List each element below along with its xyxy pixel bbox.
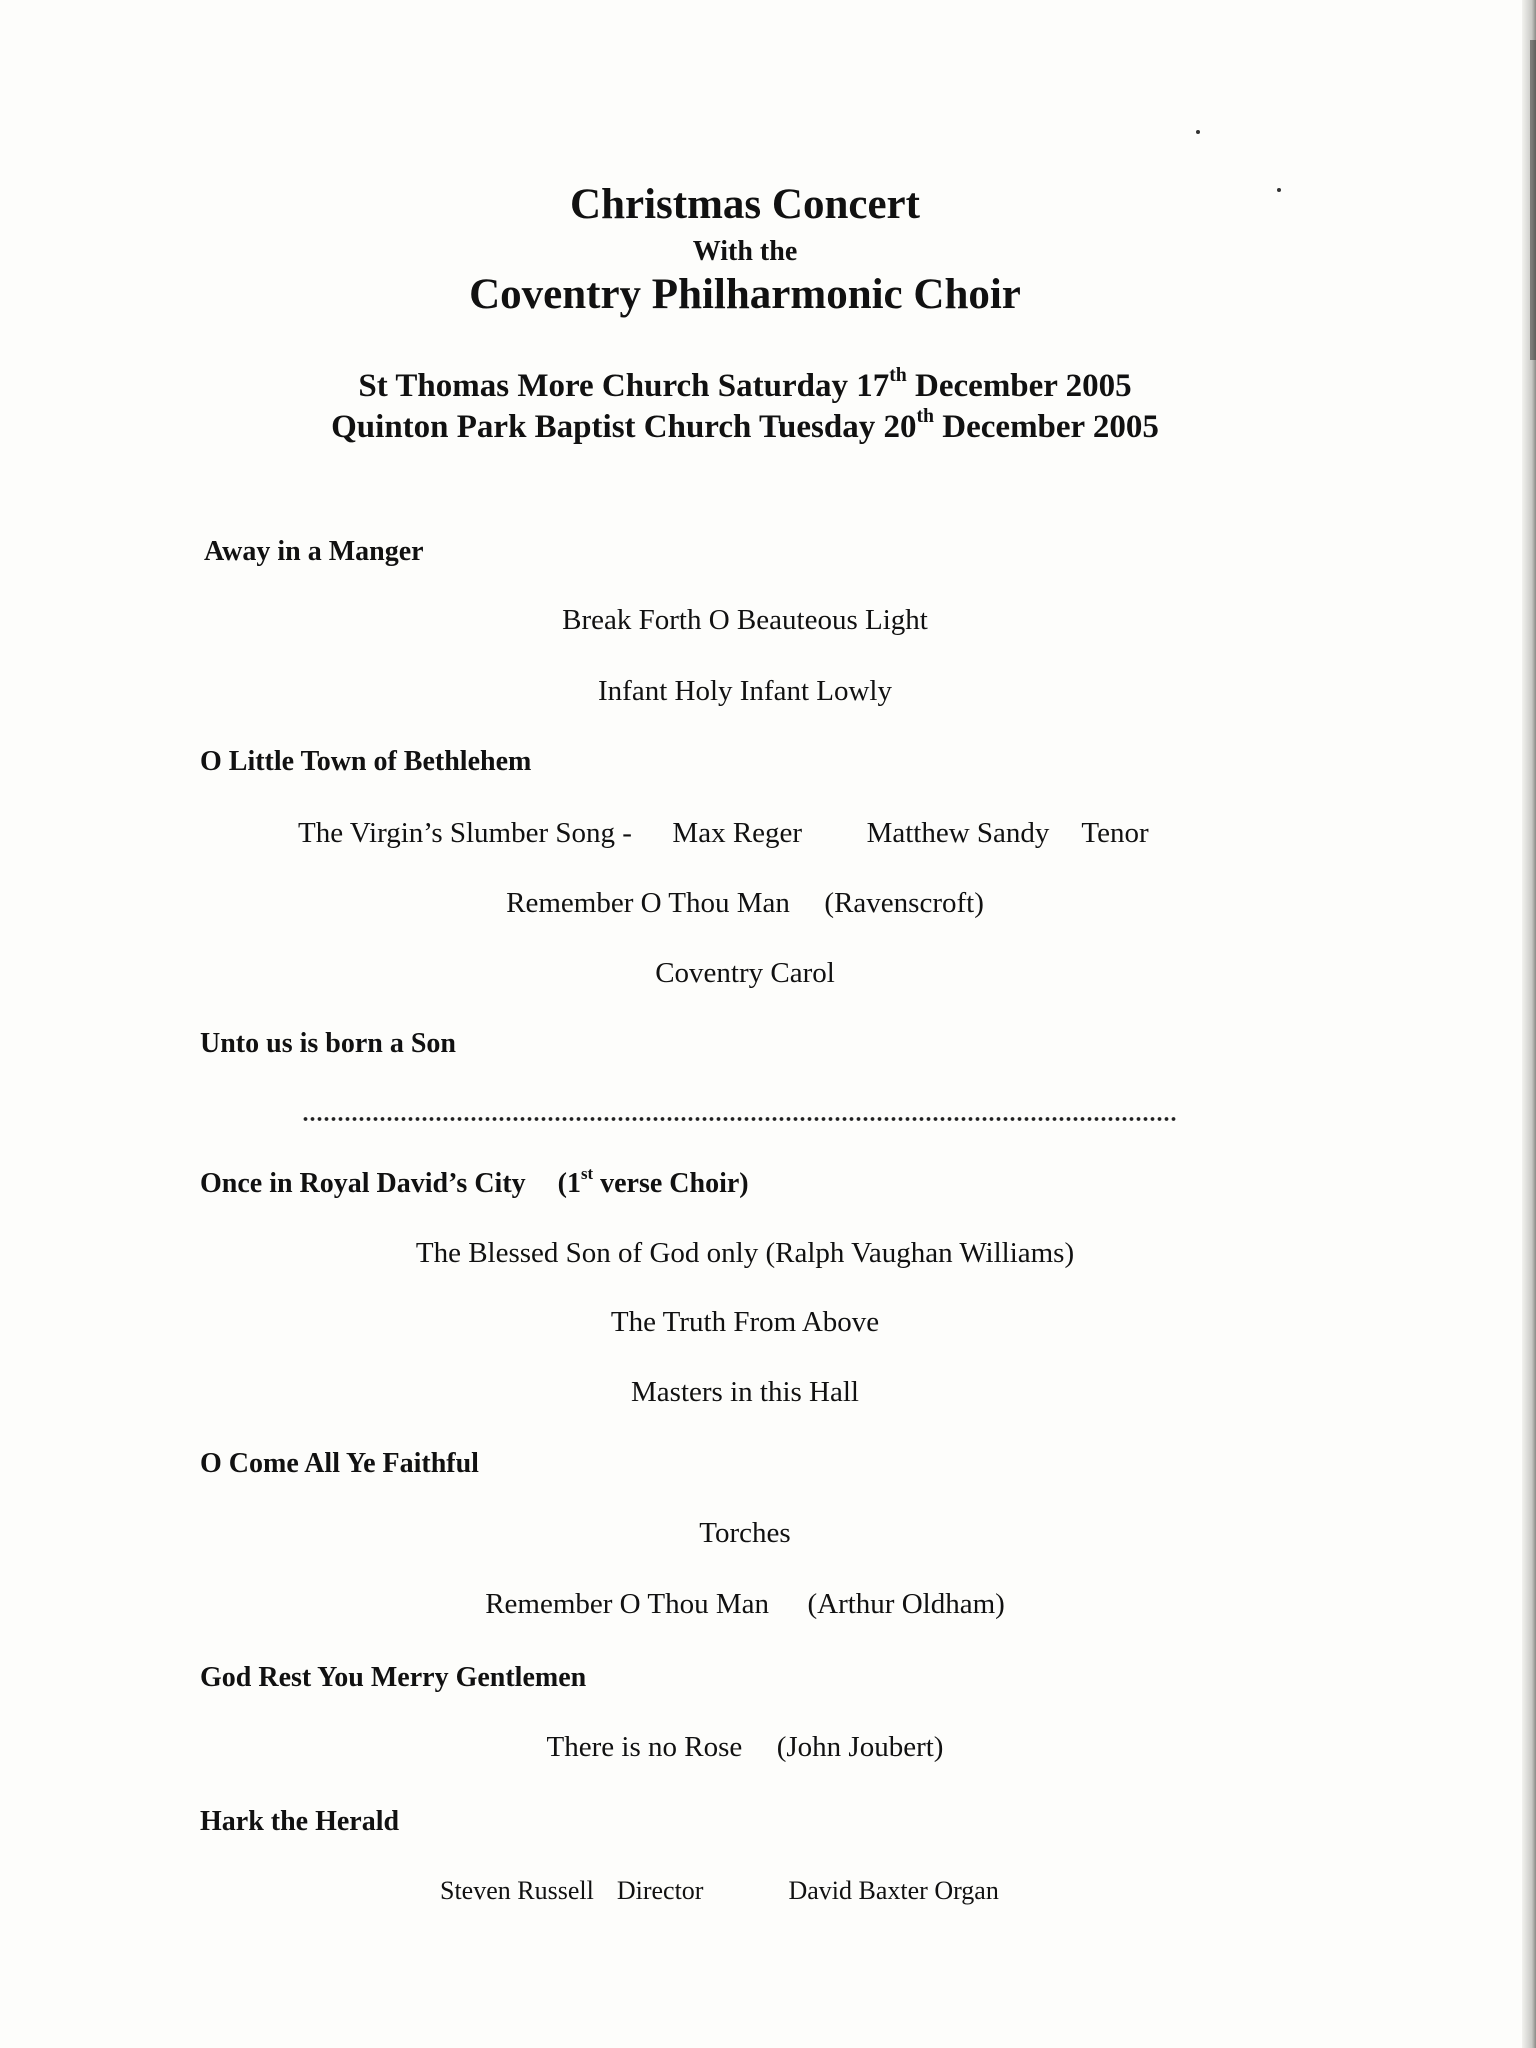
hymn-away-in-a-manger: Away in a Manger <box>204 536 424 567</box>
venue-2-date: December 2005 <box>934 409 1159 445</box>
director-role: Director <box>616 1876 704 1905</box>
hymn-title: Once in Royal David’s City <box>200 1168 526 1199</box>
hymn-o-come-all-ye: O Come All Ye Faithful <box>200 1448 479 1479</box>
hymn-note-sup: st <box>580 1164 594 1184</box>
venue-1-sup: th <box>889 364 907 387</box>
venue-line-2 <box>0 405 1490 446</box>
piece-virgins-slumber-song <box>298 817 1149 850</box>
director-name: Steven Russell <box>440 1876 594 1905</box>
credits-line <box>440 1876 999 1906</box>
piece-masters-in-this-hall: Masters in this Hall <box>631 1376 859 1408</box>
hymn-hark-the-herald: Hark the Herald <box>200 1806 400 1837</box>
piece-remember-ravenscroft <box>0 887 1490 920</box>
scan-speck <box>1196 130 1200 134</box>
concert-title: Christmas Concert <box>570 181 920 228</box>
hymn-unto-us: Unto us is born a Son <box>200 1028 456 1059</box>
venue-2-sup: th <box>916 405 935 428</box>
venue-2-text: Quinton Park Baptist Church Tuesday 20 <box>331 409 917 445</box>
organist-role: Organ <box>934 1876 999 1905</box>
piece-composer: (Arthur Oldham) <box>807 1588 1005 1620</box>
hymn-god-rest-you: God Rest You Merry Gentlemen <box>200 1662 587 1693</box>
piece-torches: Torches <box>699 1517 791 1549</box>
piece-truth-from-above: The Truth From Above <box>610 1306 880 1338</box>
hymn-o-little-town: O Little Town of Bethlehem <box>200 746 532 777</box>
hymn-note <box>557 1164 749 1199</box>
piece-composer: (Ravenscroft) <box>824 887 984 919</box>
scan-edge-shadow <box>1530 40 1536 360</box>
venue-line-1 <box>0 364 1490 405</box>
piece-title: There is no Rose <box>546 1731 743 1763</box>
soloist-voice: Tenor <box>1081 817 1149 849</box>
piece-infant-holy: Infant Holy Infant Lowly <box>598 675 892 707</box>
piece-blessed-son: The Blessed Son of God only (Ralph Vaughan Williams) <box>415 1237 1075 1269</box>
piece-composer: (John Joubert) <box>776 1731 944 1763</box>
hymn-once-in-royal <box>200 1164 749 1200</box>
choir-name: Coventry Philharmonic Choir <box>469 271 1021 318</box>
interval-divider <box>302 1115 1178 1123</box>
piece-title: Remember O Thou Man <box>506 887 790 919</box>
piece-composer: Max Reger <box>672 817 803 849</box>
piece-title: Remember O Thou Man <box>485 1588 769 1620</box>
soloist-name: Matthew Sandy <box>866 817 1050 849</box>
piece-title: The Virgin’s Slumber Song - <box>298 817 632 849</box>
piece-there-is-no-rose <box>0 1731 1490 1764</box>
organist-name: David Baxter <box>788 1876 928 1905</box>
concert-with: With the <box>692 236 798 267</box>
hymn-note-close: verse Choir) <box>593 1168 749 1199</box>
piece-remember-oldham <box>0 1588 1490 1621</box>
venue-1-date: December 2005 <box>906 368 1132 404</box>
piece-coventry-carol: Coventry Carol <box>655 957 835 989</box>
piece-break-forth: Break Forth O Beauteous Light <box>562 604 928 636</box>
venue-1-text: St Thomas More Church Saturday 17 <box>358 368 890 404</box>
hymn-note-open: (1 <box>557 1168 581 1199</box>
